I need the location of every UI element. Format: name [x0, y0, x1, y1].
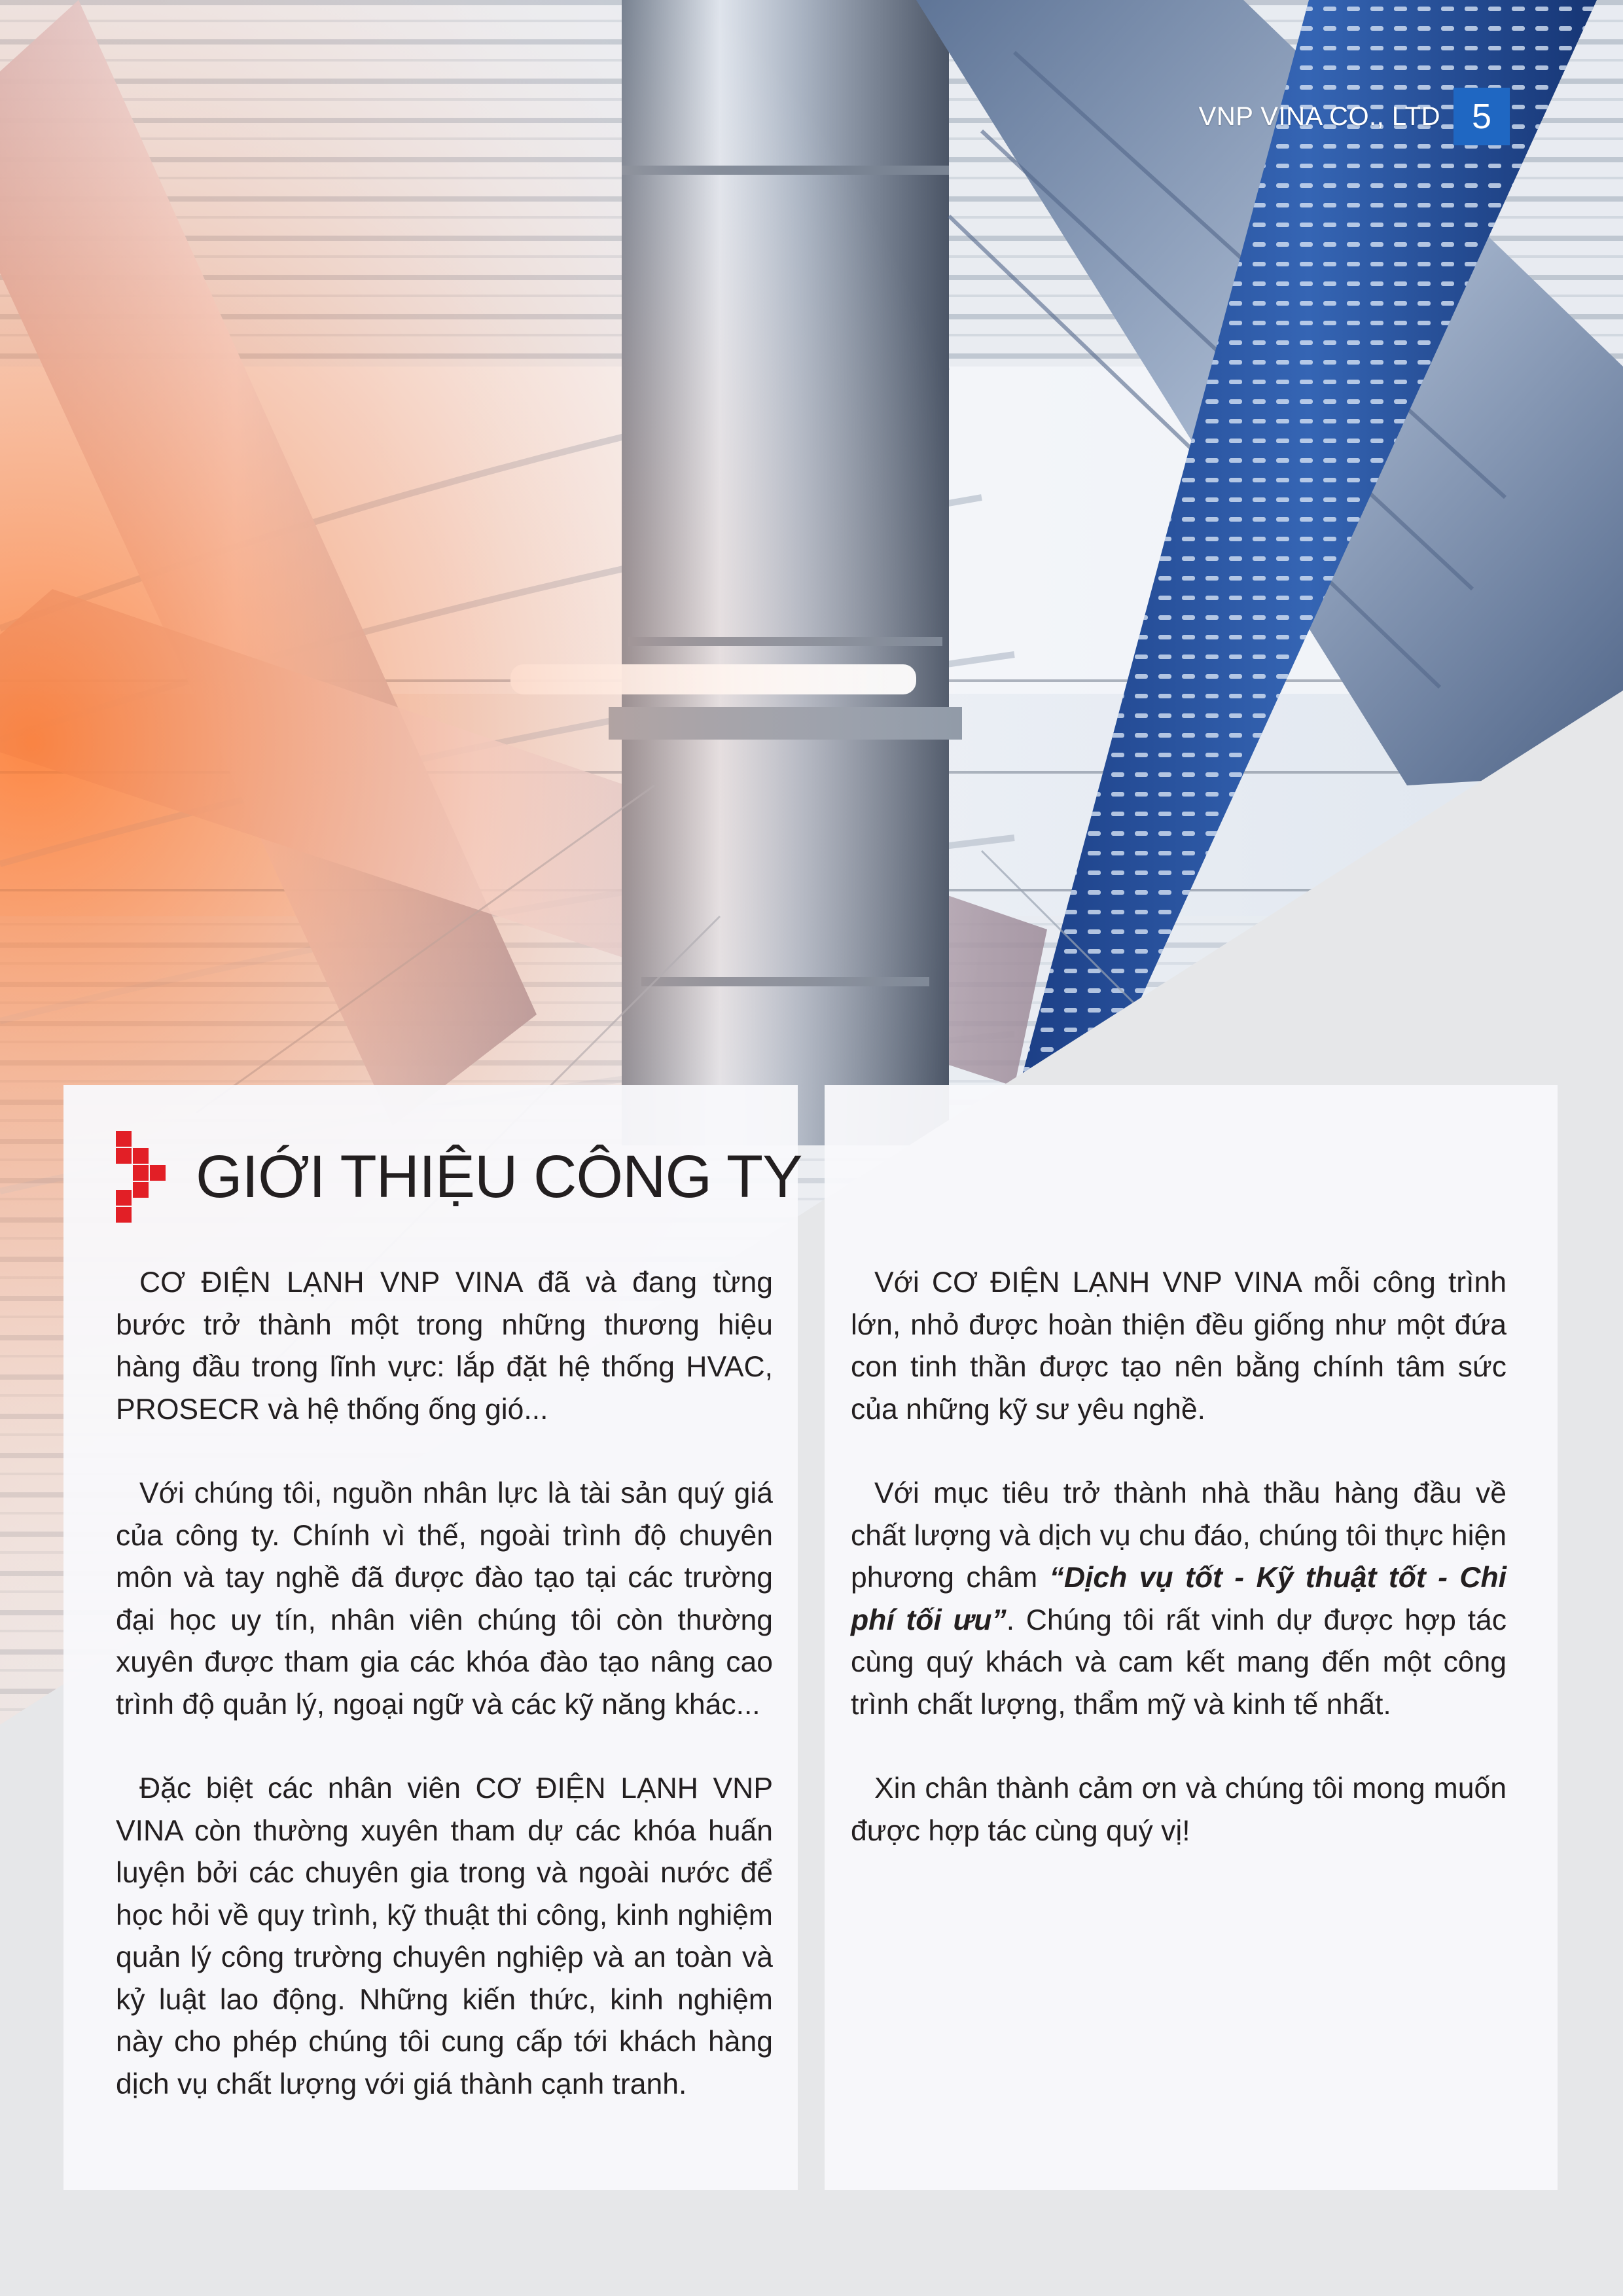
- mission-text-end: . Chúng tôi rất vinh dự được hợp tác cùng quý khách và cam kết mang đến một công trình chất lượng, thẩm mỹ và kinh tế nhất.: [851, 1604, 1507, 1721]
- mission-text-start: Với mục tiêu trở thành nhà thầu hàng đầu về chất lượng và dịch vụ chu đáo, chúng tôi thực hiện phương châm: [851, 1477, 1507, 1594]
- page-title: GIỚI THIỆU CÔNG TY: [196, 1143, 802, 1210]
- training-paragraph: Đặc biệt các nhân viên CƠ ĐIỆN LẠNH VNP VINA còn thường xuyên tham dự các khóa huấn luyện bởi các chuyên gia trong và ngoài nước để học hỏi về quy trình, kỹ thuật thi công, kinh nghiệm quản lý công trường chuyên nghiệp và an toàn và kỷ luật lao động. Những kiến thức, kinh nghiệm này cho phép chúng tôi cung cấp tới khách hàng dịch vụ chất lượng với giá thành cạnh tranh.: [116, 1772, 773, 2100]
- page-number: 5: [1454, 88, 1510, 145]
- right-content-panel: [825, 1085, 1558, 2190]
- human-resources-paragraph: Với chúng tôi, nguồn nhân lực là tài sản quý giá của công ty. Chính vì thế, ngoài trình độ chuyên môn và tay nghề đã được đào tạo tại các trường đại học uy tín, nhân viên chúng tôi còn thường xuyên được tham gia các khóa đào tạo nâng cao trình độ quản lý, ngoại ngữ và các kỹ năng khác...: [116, 1477, 773, 1721]
- page-header: [1199, 87, 1510, 146]
- left-content-panel: [63, 1085, 802, 2190]
- chevron-mark-icon: [116, 1131, 171, 1223]
- thank-you-paragraph: Xin chân thành cảm ơn và chúng tôi mong muốn được hợp tác cùng quý vị!: [851, 1772, 1507, 1847]
- company-name: VNP VINA CO., LTD: [1198, 101, 1440, 131]
- projects-paragraph: Với CƠ ĐIỆN LẠNH VNP VINA mỗi công trình lớn, nhỏ được hoàn thiện đều giống như một đứa con tinh thần được tạo nên bằng chính tâm sức của những kỹ sư yêu nghề.: [851, 1266, 1507, 1426]
- section-heading: [116, 1131, 802, 1223]
- intro-paragraph: CƠ ĐIỆN LẠNH VNP VINA đã và đang từng bước trở thành một trong những thương hiệu hàng đầu trong lĩnh vực: lắp đặt hệ thống HVAC, PROSECR và hệ thống ống gió...: [116, 1266, 773, 1426]
- company-slogan: “Dịch vụ tốt - Kỹ thuật tốt - Chi phí tối ưu”: [851, 1562, 1507, 1636]
- mission-paragraph: [851, 1473, 1507, 1726]
